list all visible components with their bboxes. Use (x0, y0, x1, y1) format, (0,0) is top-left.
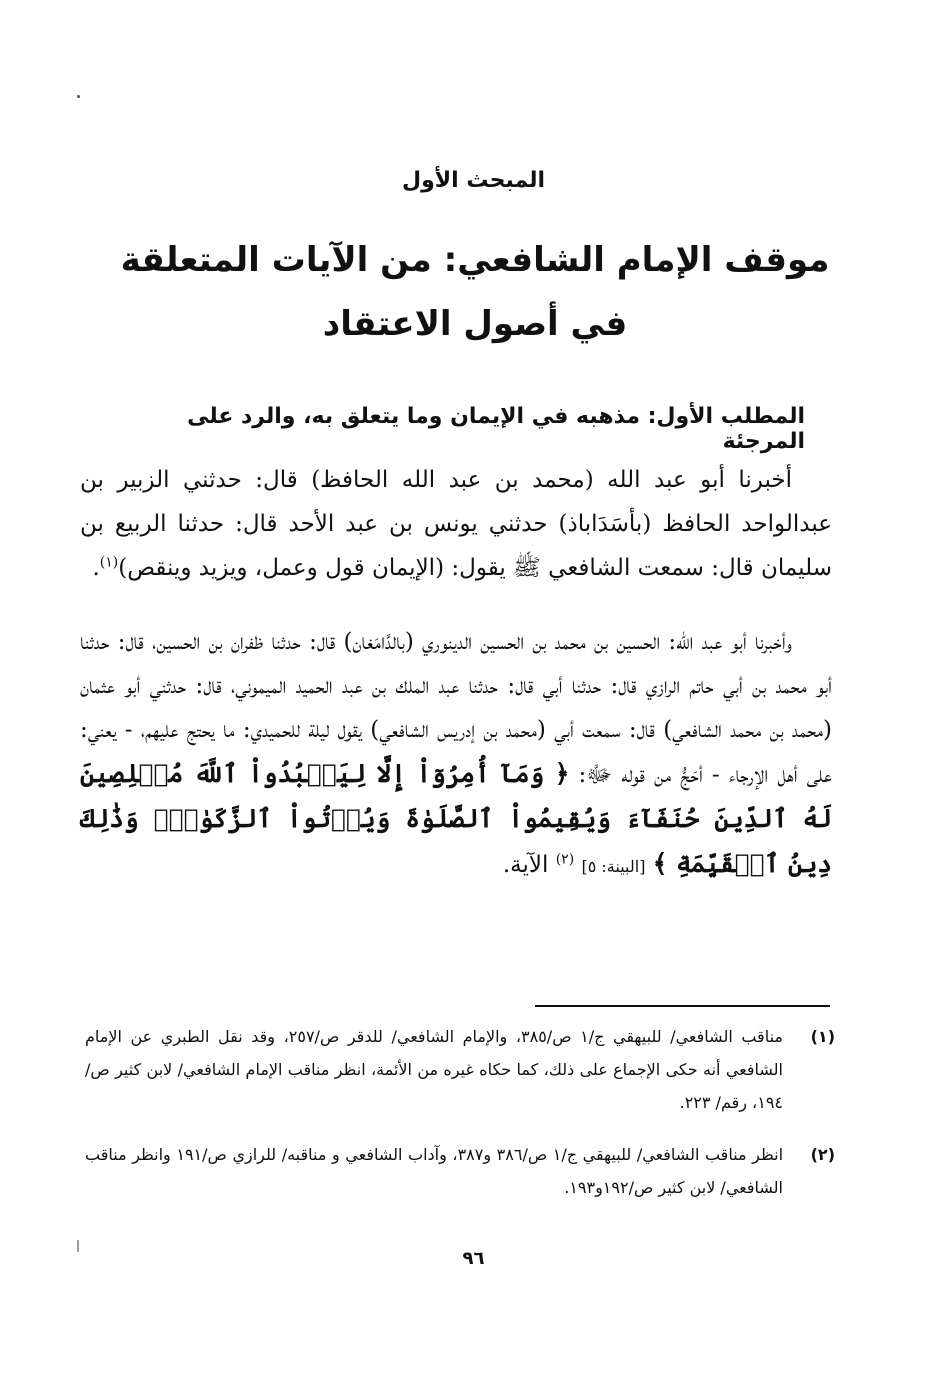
paragraph-2-end: الآية. (502, 852, 549, 878)
paragraph-2-text: وأخبرنا أبو عبد الله: الحسين بن محمد بن الحسين الدينوري (بالدَّامَغان) قال: حدثنا ظفران بن الحسين، قال: حدثنا أبو محمد بن أبي حاتم الرازي قال: حدثنا أبي قال: حدثنا عبد الملك بن عبد الحميد الميموني، قال: حدثني أبو عثمان (محمد بن محمد الشافعي) قال: سمعت أبي (محمد بن إدريس الشافعي) يقول ليلة للحميدي: ما يحتج عليهم، - يعني: على أهل الإرجاء - أحَجُّ من قوله ﷻ: (80, 629, 832, 788)
paragraph-1 (80, 458, 832, 590)
footnote-1-text: مناقب الشافعي/ للبيهقي ج/١ ص/٣٨٥، والإمام الشافعي/ للدقر ص/٢٥٧، وقد نقل الطبري عن الإمام الشافعي أنه حكى الإجماع على ذلك، كما حكاه غيره من الأئمة، انظر مناقب الإمام الشافعي/ لابن كثير ص/١٩٤، رقم/ ٢٢٣. (85, 1027, 783, 1112)
paragraph-2 (80, 620, 832, 889)
footnote-1 (85, 1020, 835, 1119)
footnote-ref-2[interactable]: (٢) (555, 851, 575, 868)
section-label: المبحث الأول (401, 168, 546, 193)
footnote-2 (85, 1138, 835, 1204)
subtitle: المطلب الأول: مذهبه في الإيمان وما يتعلق به، والرد على المرجئة (187, 404, 805, 454)
chapter-title: موقف الإمام الشافعي: من الآيات المتعلقة في أصول الاعتقاد (120, 240, 830, 344)
footnote-ref-1[interactable]: (١) (99, 554, 119, 571)
footnote-1-number: (١) (810, 1027, 835, 1046)
footnote-2-text: انظر مناقب الشافعي/ للبيهقي ج/١ ص/٣٨٦ و٣٨٧، وآداب الشافعي و مناقبه/ للرازي ص/١٩١ وانظر مناقب الشافعي/ لابن كثير ص/١٩٢و١٩٣. (85, 1145, 784, 1197)
quran-verse: ﴿ وَمَآ أُمِرُوٓاْ إِلَّا لِيَعۡبُدُواْ ٱللَّهَ مُخۡلِصِينَ لَهُ ٱلدِّينَ حُنَفَآءَ وَيُقِيمُواْ ٱلصَّلَوٰةَ وَيُؤۡتُواْ ٱلزَّكَوٰةَۚ وَذَٰلِكَ دِينُ ٱلۡقَيِّمَةِ ﴾ (80, 759, 832, 878)
footnote-divider (535, 1005, 830, 1007)
footnote-2-number: (٢) (810, 1145, 835, 1164)
scan-speck (77, 95, 80, 98)
paragraph-1-end: . (92, 555, 100, 581)
paragraph-1-text: أخبرنا أبو عبد الله (محمد بن عبد الله الحافظ) قال: حدثني الزبير بن عبدالواحد الحافظ (بأسَدَاباذ) حدثني يونس بن عبد الأحد قال: حدثنا الربيع بن سليمان قال: سمعت الشافعي ﷺ يقول: (الإيمان قول وعمل، ويزيد وينقص) (80, 467, 832, 581)
page-number: ٩٦ (462, 1248, 485, 1269)
surah-reference: [البينة: ٥] (581, 857, 646, 876)
